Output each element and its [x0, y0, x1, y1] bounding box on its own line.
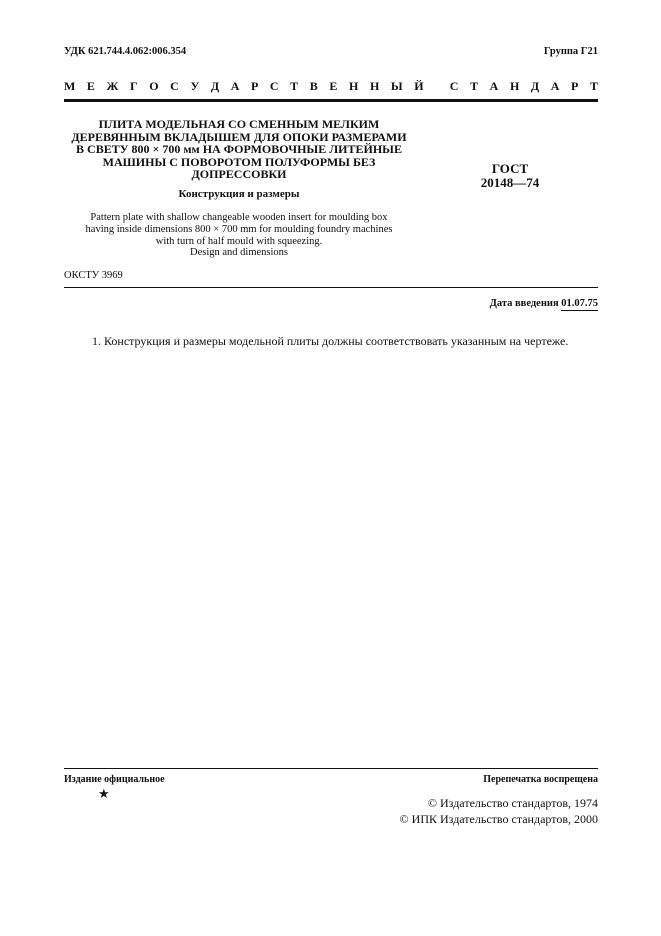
banner-gap [435, 79, 438, 94]
top-rule [64, 99, 598, 102]
banner-letter: Е [86, 79, 95, 93]
middle-rule [64, 287, 598, 288]
banner-letter: В [309, 79, 318, 93]
title-line: ПЛИТА МОДЕЛЬНАЯ СО СМЕННЫМ МЕЛКИМ [98, 117, 380, 131]
banner-letter: Р [250, 79, 259, 93]
footer-rule [64, 768, 598, 769]
banner-letter: Р [571, 79, 579, 93]
effective-date-value: 01.07.75 [561, 298, 598, 309]
banner-letter: С [449, 79, 459, 93]
english-title-line: with turn of half mould with squeezing. [155, 235, 323, 247]
banner-letter: А [550, 79, 560, 93]
banner-letter: Т [290, 79, 299, 93]
copyright-2000: © ИПК Издательство стандартов, 2000 [399, 812, 598, 826]
banner-letter: А [489, 79, 499, 93]
reprint-prohibited-label: Перепечатка воспрещена [483, 774, 598, 785]
title-line: ДОПРЕССОВКИ [191, 167, 287, 181]
banner-letter: Й [414, 79, 424, 93]
banner-letter: Т [589, 79, 598, 93]
banner-letter: С [170, 79, 179, 93]
banner-letter: Ж [106, 79, 119, 93]
banner-letter: Т [470, 79, 479, 93]
interstate-standard-banner [64, 79, 598, 94]
gost-number: 20148—74 [480, 175, 540, 190]
banner-letter: А [230, 79, 240, 93]
banner-letter: Н [509, 79, 520, 93]
banner-letter: Д [210, 79, 220, 93]
star-icon: ★ [98, 786, 110, 801]
udk-code: УДК 621.744.4.062:006.354 [64, 46, 187, 57]
gost-label: ГОСТ [491, 161, 529, 176]
title-line: ДЕРЕВЯННЫМ ВКЛАДЫШЕМ ДЛЯ ОПОКИ РАЗМЕРАМИ [71, 129, 407, 144]
english-title-line: Pattern plate with shallow changeable wooden insert for moulding box [90, 212, 388, 223]
banner-letter: Е [329, 79, 338, 93]
copyright-1974: © Издательство стандартов, 1974 [427, 796, 598, 810]
document-title [64, 118, 414, 181]
english-title-line: having inside dimensions 800 × 700 mm for moulding foundry machines [85, 223, 393, 235]
effective-date [490, 298, 598, 309]
title-line: В СВЕТУ 800 × 700 мм НА ФОРМОВОЧНЫЕ ЛИТЕЙНЫЕ [76, 142, 402, 156]
document-subtitle: Конструкция и размеры [178, 188, 300, 200]
banner-letter: Н [349, 79, 359, 93]
english-title-line: Design and dimensions [190, 247, 288, 259]
banner-letter: У [190, 79, 200, 93]
body-paragraph-1: 1. Конструкция и размеры модельной плиты должны соответствовать указанным на чертеже. [92, 334, 569, 348]
okstu-code: ОКСТУ 3969 [64, 270, 123, 281]
english-title [64, 212, 414, 259]
banner-letter: Ы [390, 79, 403, 93]
official-edition-label: Издание официальное [64, 774, 165, 785]
banner-letter: Г [130, 79, 138, 93]
group-code: Группа Г21 [543, 46, 598, 57]
banner-letter: О [149, 79, 159, 93]
title-line: МАШИНЫ С ПОВОРОТОМ ПОЛУФОРМЫ БЕЗ [102, 154, 376, 169]
banner-letter: М [64, 79, 76, 93]
banner-letter: Д [530, 79, 540, 93]
banner-letter: Н [369, 79, 380, 93]
gost-designation [460, 162, 560, 190]
effective-date-label: Дата введения [489, 298, 559, 309]
banner-letter: С [269, 79, 279, 93]
